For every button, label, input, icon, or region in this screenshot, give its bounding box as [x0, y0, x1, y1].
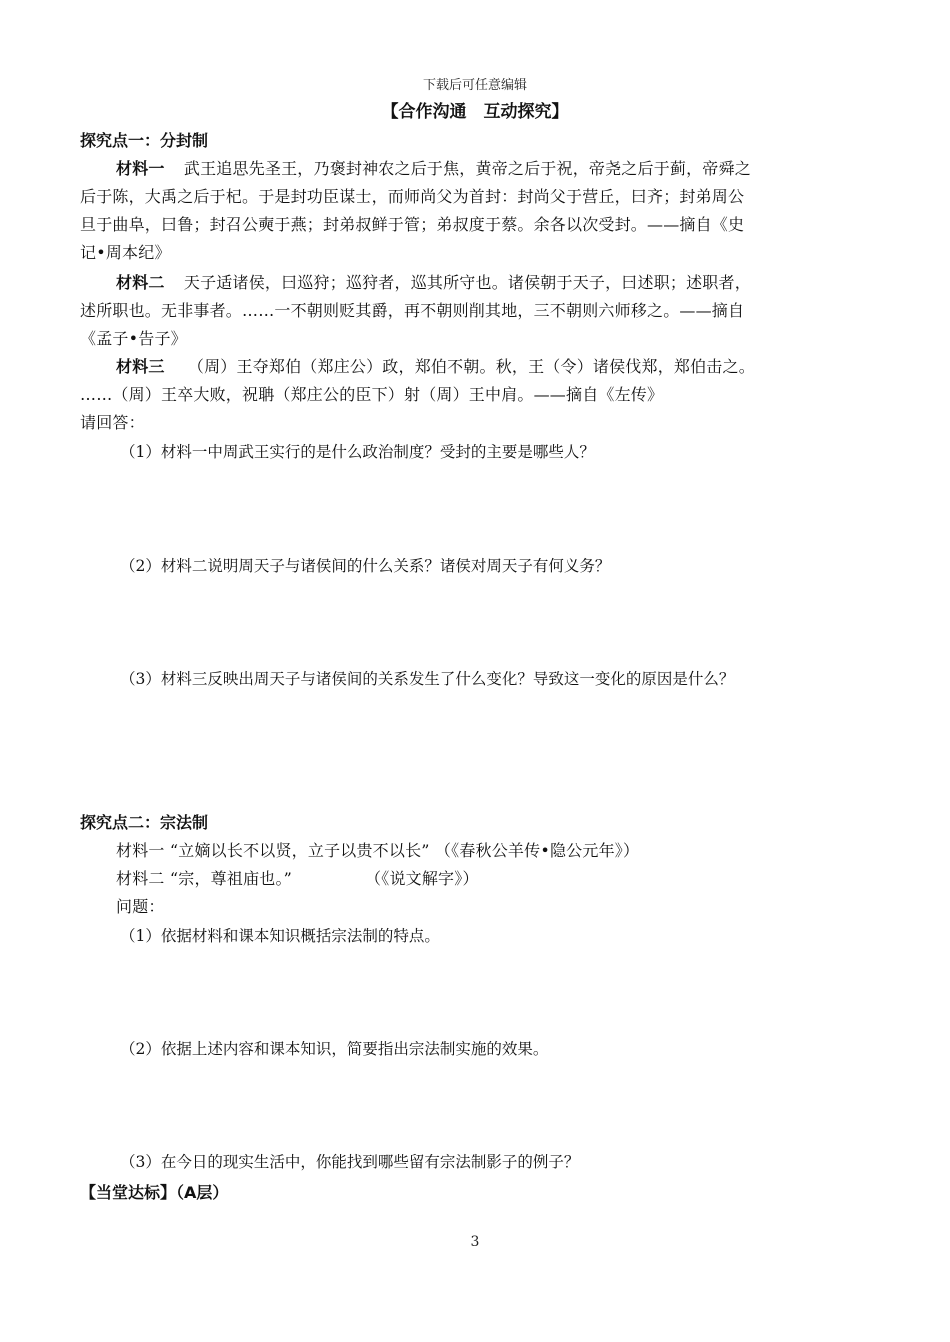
section3-heading: 【当堂达标】（A层） [80, 1183, 229, 1202]
section1-question2: （2）材料二说明周天子与诸侯间的什么关系？诸侯对周天子有何义务？ [120, 557, 611, 575]
page-number: 3 [470, 1234, 480, 1250]
section1-material2-line2: 述所职也。无非事者。……一不朝则贬其爵，再不朝则削其地，三不朝则六师移之。——摘自 [80, 301, 745, 320]
section1-material1-line1: 材料一 武王追思先圣王，乃褒封神农之后于焦，黄帝之后于祝，帝尧之后于蓟，帝舜之 [116, 159, 751, 178]
section2-heading: 探究点二：宗法制 [80, 813, 209, 832]
section1-question3: （3）材料三反映出周天子与诸侯间的关系发生了什么变化？导致这一变化的原因是什么？ [120, 670, 735, 688]
section1-material2-line3: 《孟子•告子》 [80, 329, 187, 348]
section2-material2: 材料二 “宗，尊祖庙也。” （《说文解字》） [116, 869, 479, 888]
section2-prompt: 问题： [116, 897, 165, 916]
section1-material3-line1: 材料三 （周）王夺郑伯（郑庄公）政，郑伯不朝。秋，王（令）诸侯伐郑，郑伯击之。 [116, 357, 755, 376]
section1-material1-line2: 后于陈，大禹之后于杞。于是封功臣谋士，而师尚父为首封：封尚父于营丘，曰齐；封弟周公 [80, 187, 745, 206]
section2-question2: （2）依据上述内容和课本知识，简要指出宗法制实施的效果。 [120, 1040, 549, 1058]
material1-label: 材料一 [116, 159, 165, 178]
material2-label: 材料二 [116, 273, 165, 292]
section1-question1: （1）材料一中周武王实行的是什么政治制度？受封的主要是哪些人？ [120, 443, 595, 461]
section2-question3: （3）在今日的现实生活中，你能找到哪些留有宗法制影子的例子？ [120, 1153, 580, 1171]
section1-material3-line2: ……（周）王卒大败，祝聃（郑庄公的臣下）射（周）王中肩。——摘自《左传》 [80, 385, 664, 404]
section1-material2-line1: 材料二 天子适诸侯，曰巡狩；巡狩者，巡其所守也。诸侯朝于天子，曰述职；述职者， [116, 273, 751, 292]
material3-label: 材料三 [116, 357, 165, 376]
page-header: 下载后可任意编辑 [422, 78, 527, 93]
page-title: 【合作沟通 互动探究】 [381, 102, 569, 122]
section1-heading: 探究点一：分封制 [80, 131, 209, 150]
section2-question1: （1）依据材料和课本知识概括宗法制的特点。 [120, 927, 440, 945]
section1-prompt: 请回答： [80, 413, 145, 432]
section2-material1: 材料一 “立嫡以长不以贤，立子以贵不以长” （《春秋公羊传•隐公元年》） [116, 841, 640, 860]
section1-material1-line4: 记•周本纪》 [80, 243, 171, 262]
section1-material1-line3: 旦于曲阜，曰鲁；封召公奭于燕；封弟叔鲜于管；弟叔度于蔡。余各以次受封。——摘自《史 [80, 215, 745, 234]
